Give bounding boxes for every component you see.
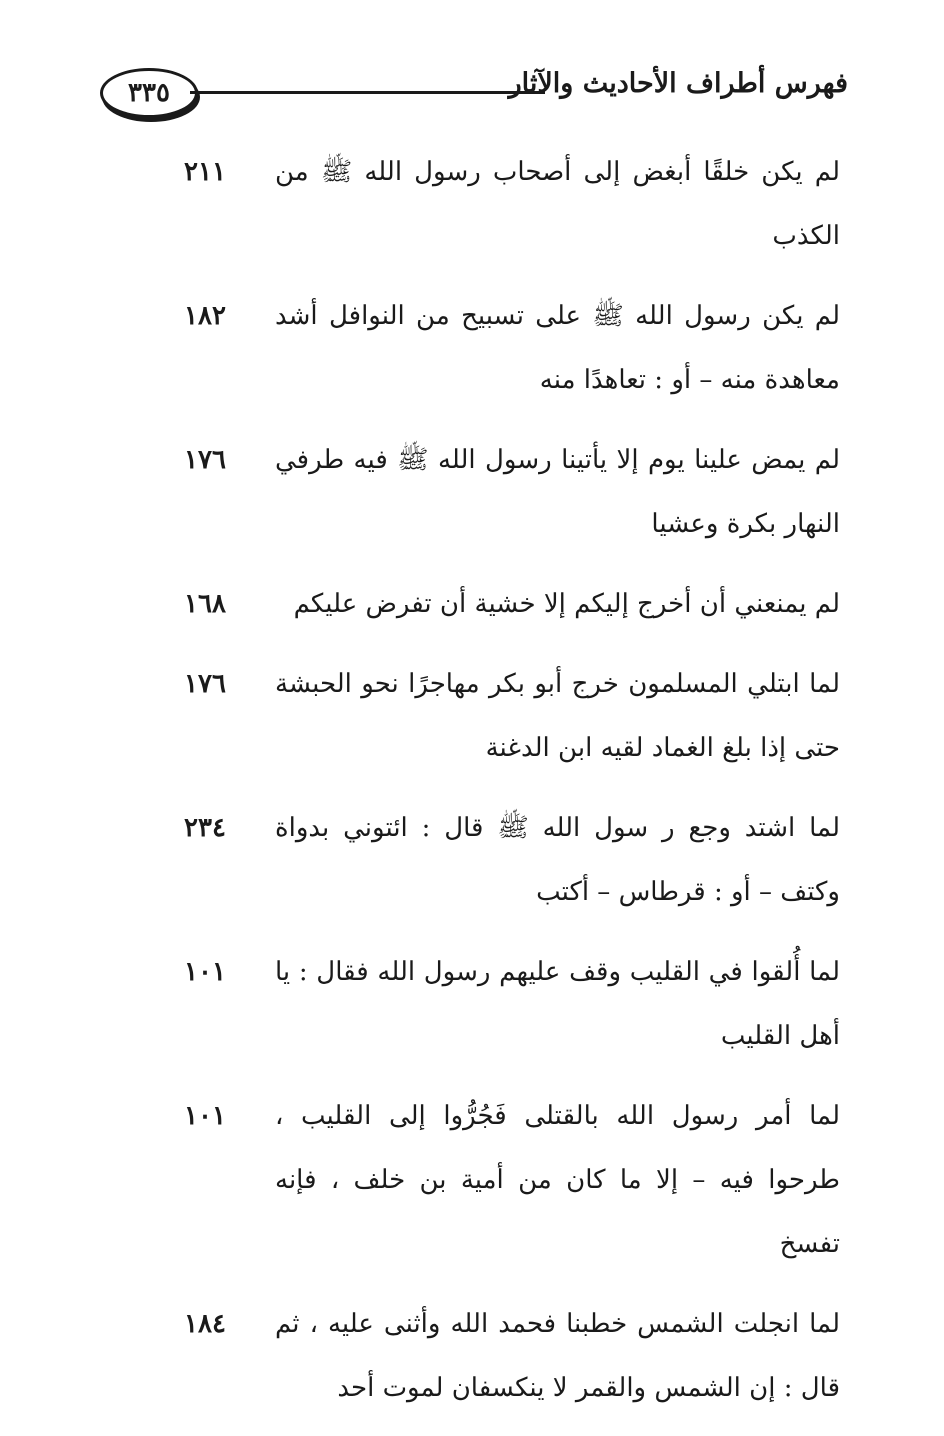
entry-text: لم يمنعني أن أخرج إليكم إلا خشية أن تفرض عليكم	[293, 589, 840, 619]
entry-text: لم يكن رسول الله ﷺ على تسبيح من النوافل أشد معاهدة منه – أو : تعاهدًا منه	[275, 301, 840, 395]
entry-page-number: ١٧٦	[184, 445, 226, 475]
index-entry	[150, 940, 840, 1068]
index-entry	[150, 140, 840, 268]
index-entry	[150, 284, 840, 412]
index-entry	[150, 1292, 840, 1420]
entry-text: لم يمض علينا يوم إلا يأتينا رسول الله ﷺ فيه طرفي النهار بكرة وعشيا	[275, 445, 840, 539]
index-entry	[150, 428, 840, 556]
header-title: فهرس أطراف الأحاديث والآثار	[508, 68, 848, 99]
entry-page-number: ١٦٨	[184, 589, 226, 619]
entry-page-number: ٢٣٤	[184, 813, 226, 843]
entry-text: لما ابتلي المسلمون خرج أبو بكر مهاجرًا نحو الحبشة حتى إذا بلغ الغماد لقيه ابن الدغنة	[275, 669, 840, 763]
entry-page-number: ١٧٦	[184, 669, 226, 699]
entry-page-number: ١٨٢	[184, 301, 226, 331]
entry-text: لما أمر رسول الله بالقتلى فَجُرُّوا إلى القليب ، طرحوا فيه – إلا ما كان من أمية بن خلف ، فإنه تفسخ	[275, 1101, 840, 1259]
entry-text: لم يكن خلقًا أبغض إلى أصحاب رسول الله ﷺ من الكذب	[275, 157, 840, 251]
index-entries	[150, 140, 840, 1436]
index-entry	[150, 652, 840, 780]
entry-text: لما أُلقوا في القليب وقف عليهم رسول الله فقال : يا أهل القليب	[275, 957, 840, 1051]
entry-page-number: ٢١١	[184, 157, 226, 187]
page-number-badge	[100, 68, 198, 118]
index-entry	[150, 1084, 840, 1276]
page-number: ٣٣٥	[128, 78, 170, 108]
entry-page-number: ١٠١	[184, 957, 226, 987]
entry-text: لما انجلت الشمس خطبنا فحمد الله وأثنى عليه ، ثم قال : إن الشمس والقمر لا ينكسفان لموت أحد	[275, 1309, 840, 1403]
running-header	[100, 62, 848, 126]
index-entry	[150, 572, 840, 636]
entry-page-number: ١٠١	[184, 1101, 226, 1131]
header-rule	[190, 91, 545, 94]
entry-page-number: ١٨٤	[184, 1309, 226, 1339]
index-entry	[150, 796, 840, 924]
entry-text: لما اشتد وجع ر سول الله ﷺ قال : ائتوني بدواة وكتف – أو : قرطاس – أكتب	[275, 813, 840, 907]
